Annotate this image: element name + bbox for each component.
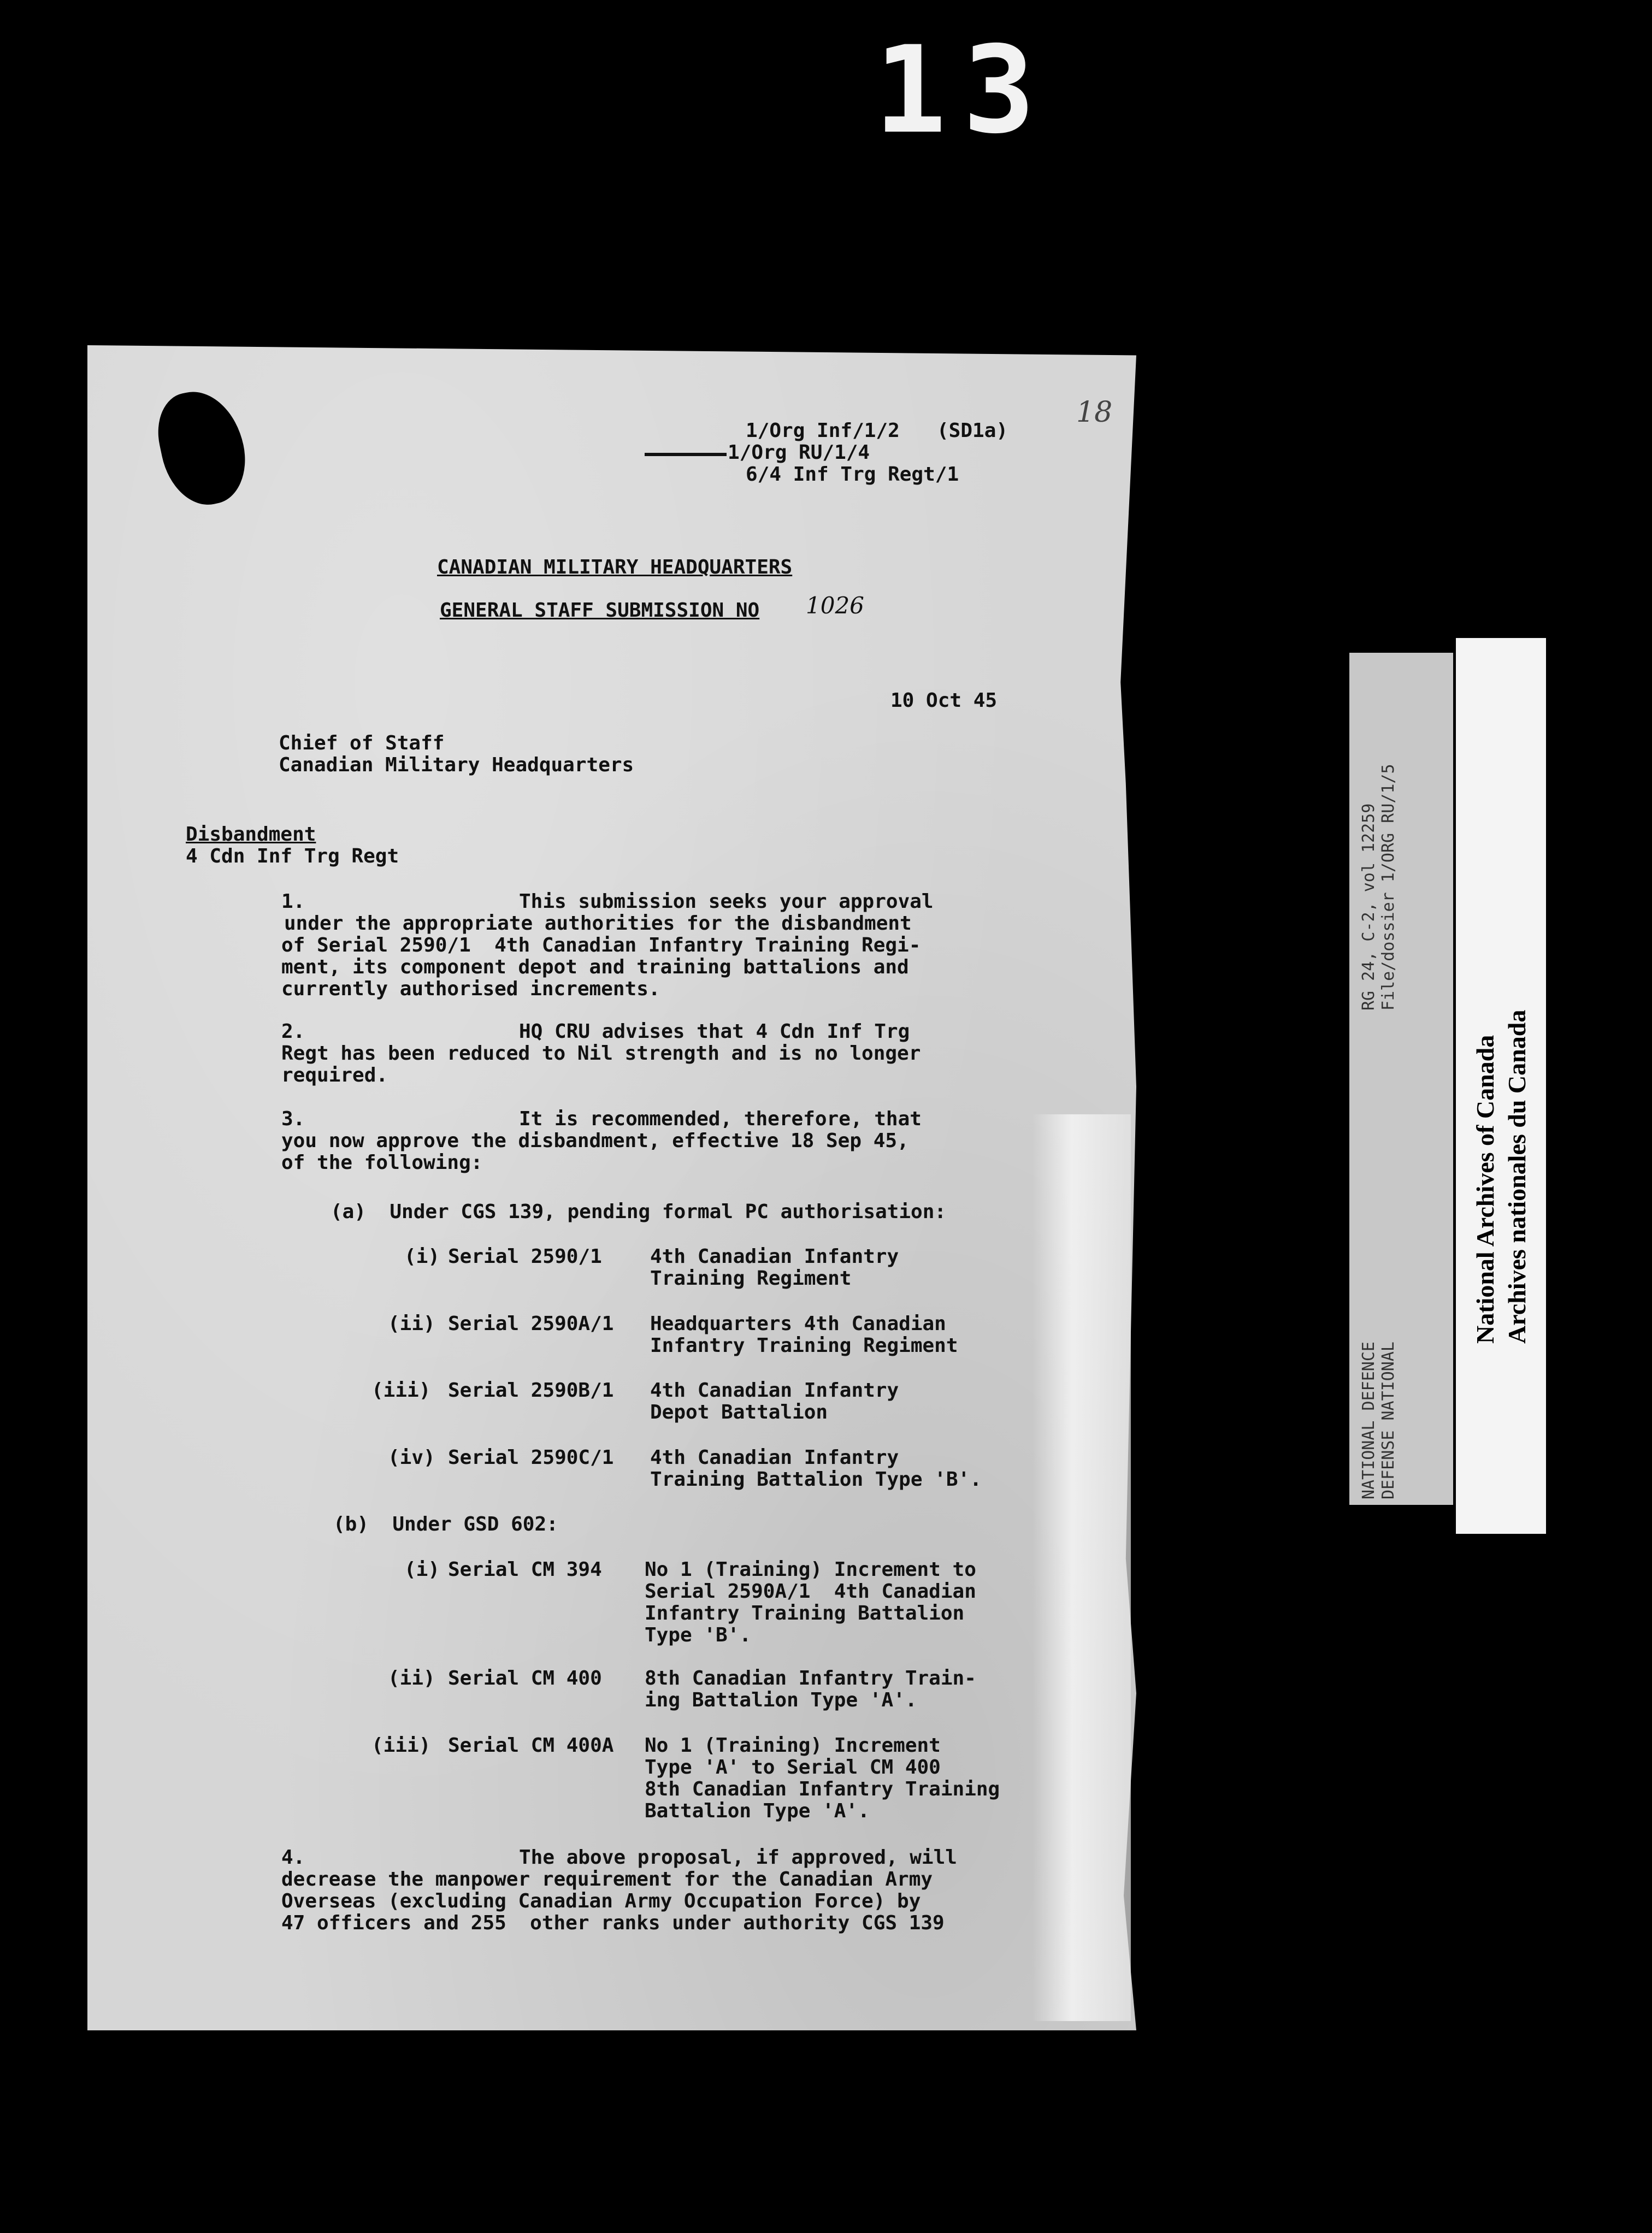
item-b-serial: Serial CM 400A	[448, 1734, 614, 1757]
para2-line: HQ CRU advises that 4 Cdn Inf Trg	[519, 1020, 910, 1043]
item-b-desc: Type 'B'.	[645, 1624, 752, 1646]
addressee-line-1: Chief of Staff	[279, 732, 445, 754]
item-a-desc: 4th Canadian Infantry	[650, 1446, 899, 1469]
item-a-desc: Infantry Training Regiment	[650, 1334, 958, 1357]
item-b-idx: (i)	[404, 1558, 440, 1581]
strike-line	[645, 453, 727, 456]
item-b-desc: 8th Canadian Infantry Training	[645, 1778, 1000, 1800]
addressee-line-2: Canadian Military Headquarters	[279, 754, 634, 776]
item-a-idx: (i)	[404, 1245, 440, 1268]
item-b-desc: Infantry Training Battalion	[645, 1602, 965, 1624]
folio-mark: 18	[1076, 396, 1113, 429]
archive-dept-line-1: NATIONAL DEFENCE	[1359, 1342, 1378, 1499]
frame-number: 13	[874, 20, 1052, 160]
para3-line: It is recommended, therefore, that	[519, 1108, 922, 1130]
item-a-desc: 4th Canadian Infantry	[650, 1379, 899, 1402]
sd-ref: (SD1a)	[937, 420, 1008, 442]
file-ref-3: 6/4 Inf Trg Regt/1	[746, 463, 959, 486]
item-a-desc: Training Regiment	[650, 1267, 852, 1290]
item-a-idx: (iii)	[371, 1379, 431, 1402]
item-a-idx: (ii)	[388, 1313, 435, 1335]
archives-name-en: National Archives of Canada	[1471, 1035, 1499, 1344]
item-a-desc: Depot Battalion	[650, 1401, 828, 1423]
item-b-desc: 8th Canadian Infantry Train-	[645, 1667, 976, 1689]
sub-a-heading: (a) Under CGS 139, pending formal PC authorisation:	[331, 1201, 947, 1223]
para4-line: Overseas (excluding Canadian Army Occupation Force) by	[281, 1890, 921, 1912]
para2-line: Regt has been reduced to Nil strength and is no longer	[281, 1042, 921, 1065]
para1-num: 1.	[281, 890, 305, 913]
archive-ref-line-2: File/dossier 1/ORG RU/1/5	[1379, 764, 1398, 1011]
para3-line: of the following:	[281, 1151, 483, 1174]
item-a-serial: Serial 2590/1	[448, 1245, 602, 1268]
para1-line: currently authorised increments.	[281, 978, 660, 1000]
para4-line: decrease the manpower requirement for the Canadian Army	[281, 1868, 933, 1891]
item-b-desc: Serial 2590A/1 4th Canadian	[645, 1580, 976, 1603]
item-b-serial: Serial CM 394	[448, 1558, 602, 1581]
item-a-serial: Serial 2590A/1	[448, 1313, 614, 1335]
tape-edge	[1032, 1114, 1131, 2021]
para2-num: 2.	[281, 1020, 305, 1043]
archive-ref-line-1: RG 24, C-2, vol 12259	[1359, 803, 1378, 1011]
item-b-idx: (ii)	[388, 1667, 435, 1689]
archives-name-fr: Archives nationales du Canada	[1503, 1009, 1531, 1344]
file-ref-1: 1/Org Inf/1/2	[746, 420, 900, 442]
submission-label: GENERAL STAFF SUBMISSION NO	[440, 599, 760, 622]
para1-line: ment, its component depot and training battalions and	[281, 956, 909, 978]
item-a-desc: Training Battalion Type 'B'.	[650, 1468, 982, 1491]
para1-line: of Serial 2590/1 4th Canadian Infantry Training Regi-	[281, 934, 921, 956]
item-a-idx: (iv)	[388, 1446, 435, 1469]
para4-line: 47 officers and 255 other ranks under authority CGS 139	[281, 1912, 945, 1934]
archive-dept-line-2: DEFENSE NATIONAL	[1379, 1342, 1398, 1499]
item-b-desc: No 1 (Training) Increment	[645, 1734, 941, 1757]
item-b-desc: No 1 (Training) Increment to	[645, 1558, 976, 1581]
para1-line: under the appropriate authorities for the disbandment	[284, 912, 912, 935]
item-a-serial: Serial 2590C/1	[448, 1446, 614, 1469]
item-b-desc: Battalion Type 'A'.	[645, 1800, 870, 1822]
date: 10 Oct 45	[890, 689, 998, 712]
subject-line-1: Disbandment	[186, 823, 316, 846]
item-b-idx: (iii)	[371, 1734, 431, 1757]
item-a-desc: 4th Canadian Infantry	[650, 1245, 899, 1268]
para1-line: This submission seeks your approval	[519, 890, 934, 913]
para2-line: required.	[281, 1064, 388, 1086]
item-b-desc: ing Battalion Type 'A'.	[645, 1689, 917, 1711]
item-b-desc: Type 'A' to Serial CM 400	[645, 1756, 941, 1779]
heading: CANADIAN MILITARY HEADQUARTERS	[437, 556, 793, 578]
item-a-serial: Serial 2590B/1	[448, 1379, 614, 1402]
para4-num: 4.	[281, 1846, 305, 1869]
para4-line: The above proposal, if approved, will	[519, 1846, 957, 1869]
file-ref-2: 1/Org RU/1/4	[728, 441, 870, 464]
submission-number: 1026	[806, 592, 864, 619]
item-a-desc: Headquarters 4th Canadian	[650, 1313, 946, 1335]
para3-line: you now approve the disbandment, effective 18 Sep 45,	[281, 1130, 909, 1152]
sub-b-heading: (b) Under GSD 602:	[333, 1513, 558, 1535]
item-b-serial: Serial CM 400	[448, 1667, 602, 1689]
para3-num: 3.	[281, 1108, 305, 1130]
subject-line-2: 4 Cdn Inf Trg Regt	[186, 845, 399, 867]
